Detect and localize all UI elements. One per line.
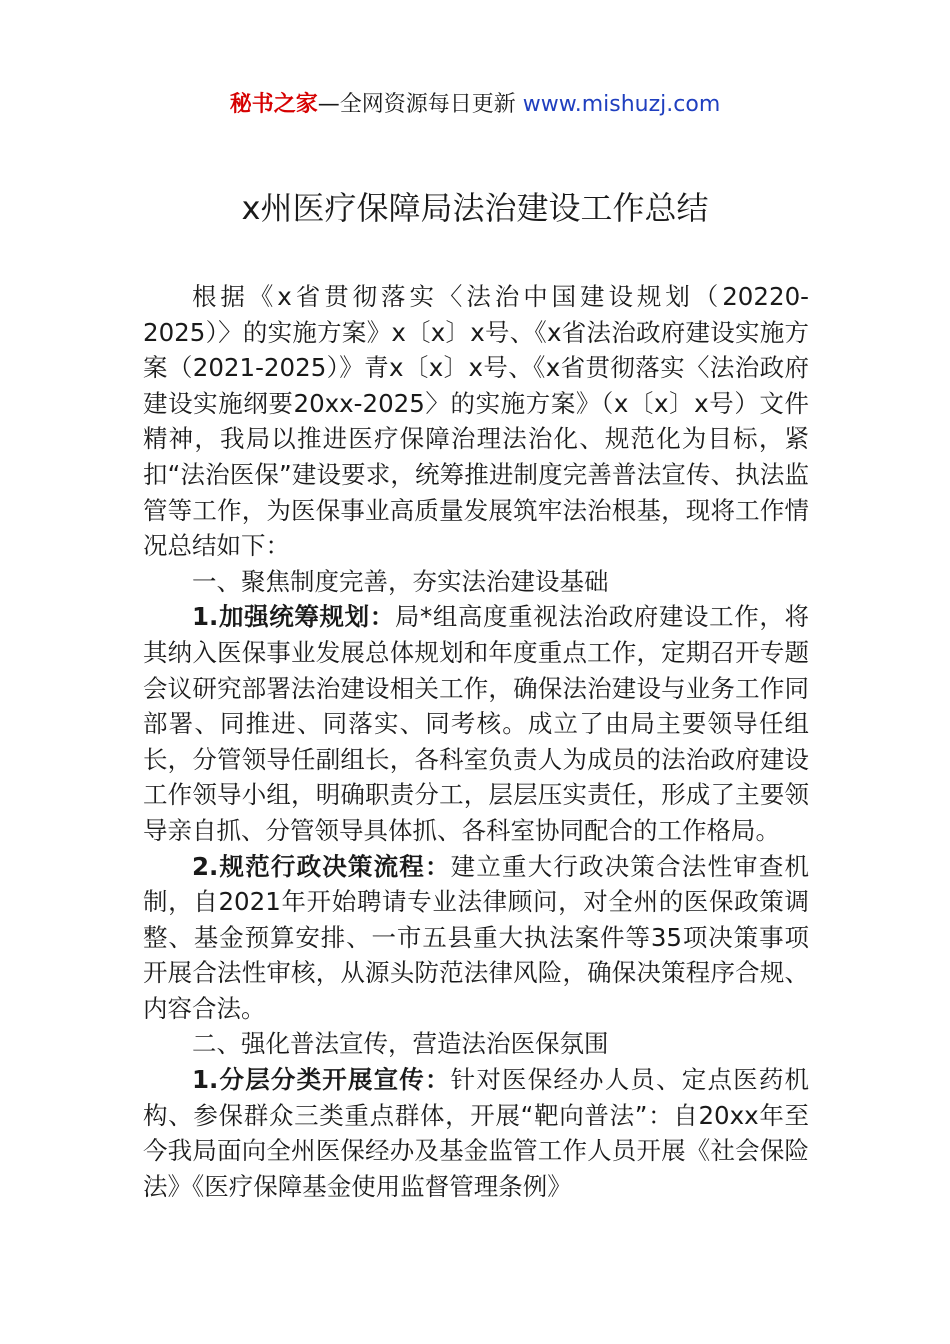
banner-dash: — (317, 92, 340, 117)
item-text: 局*组高度重视法治政府建设工作，将其纳入医保事业发展总体规划和年度重点工作，定期召开专题会议研究部署法治建设相关工作，确保法治建设与业务工作同部署、同推进、同落实、同考核。成立了由局主要领导任组长，分管领导任副组长，各科室负责人为成员的法治政府建设工作领导小组，明确职责分工，层层压实责任，形成了主要领导亲自抓、分管领导具体抓、各科室协同配合的工作格局。 (143, 602, 810, 845)
banner-slogan: 全网资源每日更新 (339, 92, 523, 117)
item-text: 建立重大行政决策合法性审查机制，自2021年开始聘请专业法律顾问，对全州的医保政策调整、基金预算安排、一市五县重大执法案件等35项决策事项开展合法性审核，从源头防范法律风险，确保决策程序合规、内容合法。 (143, 851, 809, 1023)
section-1-heading: 一、聚焦制度完善，夯实法治建设基础 (192, 566, 609, 596)
section-2-item-1 (143, 1062, 809, 1204)
section-1-item-2 (143, 849, 809, 1027)
item-lead: 2.规范行政决策流程： (192, 851, 451, 881)
item-lead: 1.加强统筹规划： (192, 602, 395, 632)
header-banner (0, 90, 950, 120)
section-2-heading: 二、强化普法宣传，营造法治医保氛围 (192, 1029, 609, 1059)
document-title: x州医疗保障局法治建设工作总结 (241, 189, 709, 227)
intro-paragraph: 根据《x省贯彻落实〈法治中国建设规划（20220-2025）〉的实施方案》x〔x〕x号、《x省法治政府建设实施方案（2021-2025）》青x〔x〕x号、《x省贯彻落实〈法治政府建设实施纲要20xx-2025〉的实施方案》（x〔x〕x号）文件精神，我局以推进医疗保障治理法治化、规范化为目标，紧扣“法治医保”建设要求，统筹推进制度完善普法宣传、执法监管等工作，为医保事业高质量发展筑牢法治根基，现将工作情况总结如下： (143, 282, 809, 561)
item-text: 针对医保经办人员、定点医药机构、参保群众三类重点群体，开展“靶向普法”：自20xx年至今我局面向全州医保经办及基金监管工作人员开展《社会保险法》《医疗保障基金使用监督管理条例》 (143, 1065, 809, 1201)
section-1-item-1 (143, 599, 809, 848)
website-link[interactable]: www.mishuzj.com (522, 92, 721, 117)
item-lead: 1.分层分类开展宣传： (192, 1065, 451, 1095)
document-body (143, 279, 809, 1204)
brand-name: 秘书之家 (229, 92, 318, 117)
